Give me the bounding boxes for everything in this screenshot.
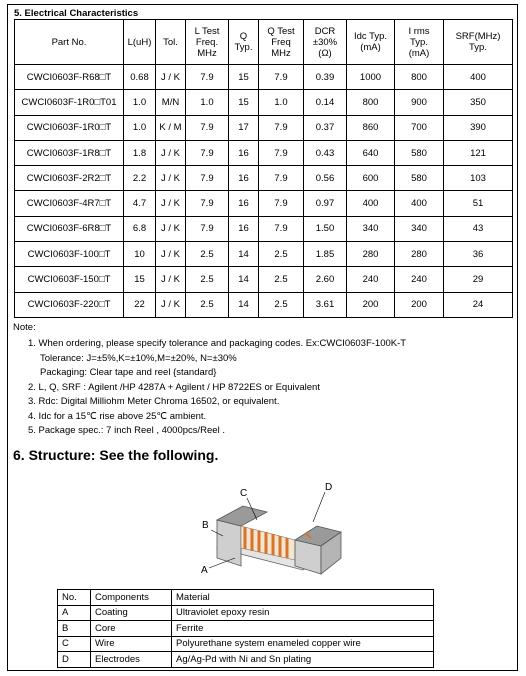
comp-header-components: Components [91, 590, 172, 606]
cell-irms: 900 [395, 90, 444, 115]
cell-tolerance: J / K [156, 292, 186, 317]
cell-inductance: 1.8 [124, 140, 156, 165]
cell-part-no: CWCI0603F-1R0□T01 [15, 90, 124, 115]
cell-srf: 43 [444, 216, 513, 241]
cell-q-test-freq: 7.9 [259, 166, 304, 191]
cell-inductance: 0.68 [124, 65, 156, 90]
table-body [15, 65, 513, 318]
cell-irms: 200 [395, 292, 444, 317]
cell-irms: 800 [395, 65, 444, 90]
cell-srf: 390 [444, 115, 513, 140]
header-inductance: L(uH) [124, 20, 156, 65]
comp-header-no: No. [58, 590, 91, 606]
cell-dcr: 1.85 [304, 242, 347, 267]
comp-cell-component: Electrodes [91, 652, 172, 668]
comp-header-material: Material [172, 590, 434, 606]
header-idc: Idc Typ. (mA) [347, 20, 395, 65]
left-electrode-front [217, 520, 241, 566]
cell-idc: 640 [347, 140, 395, 165]
cell-part-no: CWCI0603F-220□T [15, 292, 124, 317]
cell-q-test-freq: 2.5 [259, 292, 304, 317]
cell-l-test-freq: 7.9 [186, 65, 229, 90]
cell-idc: 200 [347, 292, 395, 317]
cell-dcr: 0.56 [304, 166, 347, 191]
cell-l-test-freq: 2.5 [186, 242, 229, 267]
note-4: 4. Idc for a 15℃ rise above 25℃ ambient. [28, 410, 207, 422]
header-tolerance: Tol. [156, 20, 186, 65]
cell-dcr: 0.43 [304, 140, 347, 165]
cell-idc: 860 [347, 115, 395, 140]
table-row [15, 292, 513, 317]
table-header-row [15, 20, 513, 65]
cell-inductance: 1.0 [124, 90, 156, 115]
note-5: 5. Package spec.: 7 inch Reel , 4000pcs/Reel . [28, 425, 225, 436]
note-1-packaging: Packaging: Clear tape and reel {standard} [40, 367, 217, 378]
comp-cell-material: Ag/Ag-Pd with Ni and Sn plating [172, 652, 434, 668]
cell-dcr: 0.37 [304, 115, 347, 140]
cell-dcr: 1.50 [304, 216, 347, 241]
cell-inductance: 22 [124, 292, 156, 317]
inductor-structure-diagram [195, 478, 345, 578]
cell-inductance: 4.7 [124, 191, 156, 216]
cell-q: 16 [229, 140, 259, 165]
comp-cell-no: D [58, 652, 91, 668]
cell-tolerance: J / K [156, 242, 186, 267]
comp-cell-component: Coating [91, 605, 172, 621]
comp-cell-material: Ultraviolet epoxy resin [172, 605, 434, 621]
cell-part-no: CWCI0603F-1R0□T [15, 115, 124, 140]
cell-tolerance: J / K [156, 65, 186, 90]
cell-idc: 1000 [347, 65, 395, 90]
table-row [15, 216, 513, 241]
cell-srf: 350 [444, 90, 513, 115]
cell-part-no: CWCI0603F-2R2□T [15, 166, 124, 191]
cell-part-no: CWCI0603F-6R8□T [15, 216, 124, 241]
cell-inductance: 15 [124, 267, 156, 292]
cell-tolerance: J / K [156, 216, 186, 241]
cell-inductance: 2.2 [124, 166, 156, 191]
cell-srf: 121 [444, 140, 513, 165]
cell-l-test-freq: 2.5 [186, 267, 229, 292]
cell-q: 14 [229, 242, 259, 267]
cell-part-no: CWCI0603F-4R7□T [15, 191, 124, 216]
cell-l-test-freq: 7.9 [186, 115, 229, 140]
cell-idc: 280 [347, 242, 395, 267]
label-b: B [202, 520, 209, 531]
comp-cell-no: A [58, 605, 91, 621]
cell-idc: 600 [347, 166, 395, 191]
cell-q-test-freq: 7.9 [259, 216, 304, 241]
cell-q-test-freq: 7.9 [259, 191, 304, 216]
cell-part-no: CWCI0603F-1R8□T [15, 140, 124, 165]
cell-dcr: 0.39 [304, 65, 347, 90]
cell-q-test-freq: 7.9 [259, 115, 304, 140]
label-d: D [325, 482, 333, 493]
note-1-tolerance: Tolerance: J=±5%,K=±10%,M=±20%, N=±30% [40, 352, 237, 364]
cell-dcr: 3.61 [304, 292, 347, 317]
cell-tolerance: J / K [156, 267, 186, 292]
cell-inductance: 6.8 [124, 216, 156, 241]
header-dcr: DCR ±30% (Ω) [304, 20, 347, 65]
header-part-no: Part No. [15, 20, 124, 65]
cell-dcr: 0.14 [304, 90, 347, 115]
cell-q: 17 [229, 115, 259, 140]
label-a: A [201, 565, 208, 576]
cell-inductance: 10 [124, 242, 156, 267]
cell-l-test-freq: 7.9 [186, 216, 229, 241]
cell-part-no: CWCI0603F-100□T [15, 242, 124, 267]
cell-tolerance: K / M [156, 115, 186, 140]
cell-q: 14 [229, 292, 259, 317]
cell-inductance: 1.0 [124, 115, 156, 140]
cell-irms: 700 [395, 115, 444, 140]
header-irms: I rms Typ. (mA) [395, 20, 444, 65]
cell-idc: 340 [347, 216, 395, 241]
cell-tolerance: J / K [156, 140, 186, 165]
cell-q-test-freq: 7.9 [259, 140, 304, 165]
cell-l-test-freq: 1.0 [186, 90, 229, 115]
cell-q: 16 [229, 166, 259, 191]
cell-srf: 36 [444, 242, 513, 267]
cell-srf: 29 [444, 267, 513, 292]
table-row [15, 242, 513, 267]
cell-q-test-freq: 2.5 [259, 242, 304, 267]
note-1: 1. When ordering, please specify tolerance and packaging codes. Ex:CWCI0603F-100K-T [28, 338, 407, 349]
cell-irms: 280 [395, 242, 444, 267]
cell-l-test-freq: 7.9 [186, 140, 229, 165]
label-c: C [240, 488, 248, 499]
cell-tolerance: J / K [156, 166, 186, 191]
cell-q: 16 [229, 191, 259, 216]
cell-dcr: 0.97 [304, 191, 347, 216]
cell-irms: 240 [395, 267, 444, 292]
header-srf: SRF(MHz) Typ. [444, 20, 513, 65]
cell-q: 16 [229, 216, 259, 241]
section-6-title: 6. Structure: See the following. [13, 447, 219, 463]
components-row [58, 605, 434, 621]
electrical-characteristics-table [14, 19, 513, 318]
table-row [15, 191, 513, 216]
cell-idc: 800 [347, 90, 395, 115]
cell-dcr: 2.60 [304, 267, 347, 292]
cell-q-test-freq: 7.9 [259, 65, 304, 90]
components-body [58, 605, 434, 667]
cell-irms: 580 [395, 140, 444, 165]
cell-irms: 400 [395, 191, 444, 216]
components-row [58, 652, 434, 668]
cell-tolerance: J / K [156, 191, 186, 216]
section-5-title: 5. Electrical Characteristics [14, 8, 139, 19]
cell-q-test-freq: 2.5 [259, 267, 304, 292]
comp-cell-no: C [58, 636, 91, 652]
table-row [15, 65, 513, 90]
cell-irms: 340 [395, 216, 444, 241]
note-2: 2. L, Q, SRF : Agilent /HP 4287A + Agilent / HP 8722ES or Equivalent [28, 381, 320, 393]
header-q-test-freq: Q Test Freq MHz [259, 20, 304, 65]
table-row [15, 90, 513, 115]
cell-q-test-freq: 1.0 [259, 90, 304, 115]
table-row [15, 267, 513, 292]
comp-cell-component: Wire [91, 636, 172, 652]
cell-l-test-freq: 2.5 [186, 292, 229, 317]
components-row [58, 621, 434, 637]
comp-cell-material: Polyurethane system enameled copper wire [172, 636, 434, 652]
cell-srf: 24 [444, 292, 513, 317]
notes-list [28, 337, 406, 439]
header-q-typ: Q Typ. [229, 20, 259, 65]
cell-idc: 240 [347, 267, 395, 292]
table-row [15, 166, 513, 191]
cell-srf: 400 [444, 65, 513, 90]
comp-cell-no: B [58, 621, 91, 637]
cell-srf: 51 [444, 191, 513, 216]
cell-part-no: CWCI0603F-R68□T [15, 65, 124, 90]
components-table [57, 589, 434, 668]
cell-q: 14 [229, 267, 259, 292]
table-row [15, 115, 513, 140]
table-row [15, 140, 513, 165]
note-3: 3. Rdc: Digital Milliohm Meter Chroma 16502, or equivalent. [28, 396, 280, 407]
comp-cell-component: Core [91, 621, 172, 637]
note-label: Note: [13, 322, 36, 333]
cell-l-test-freq: 7.9 [186, 166, 229, 191]
cell-part-no: CWCI0603F-150□T [15, 267, 124, 292]
cell-q: 15 [229, 65, 259, 90]
header-l-test-freq: L Test Freq. MHz [186, 20, 229, 65]
comp-cell-material: Ferrite [172, 621, 434, 637]
cell-idc: 400 [347, 191, 395, 216]
cell-irms: 580 [395, 166, 444, 191]
cell-q: 15 [229, 90, 259, 115]
cell-l-test-freq: 7.9 [186, 191, 229, 216]
cell-tolerance: M/N [156, 90, 186, 115]
components-row [58, 636, 434, 652]
components-header-row [58, 590, 434, 606]
cell-srf: 103 [444, 166, 513, 191]
